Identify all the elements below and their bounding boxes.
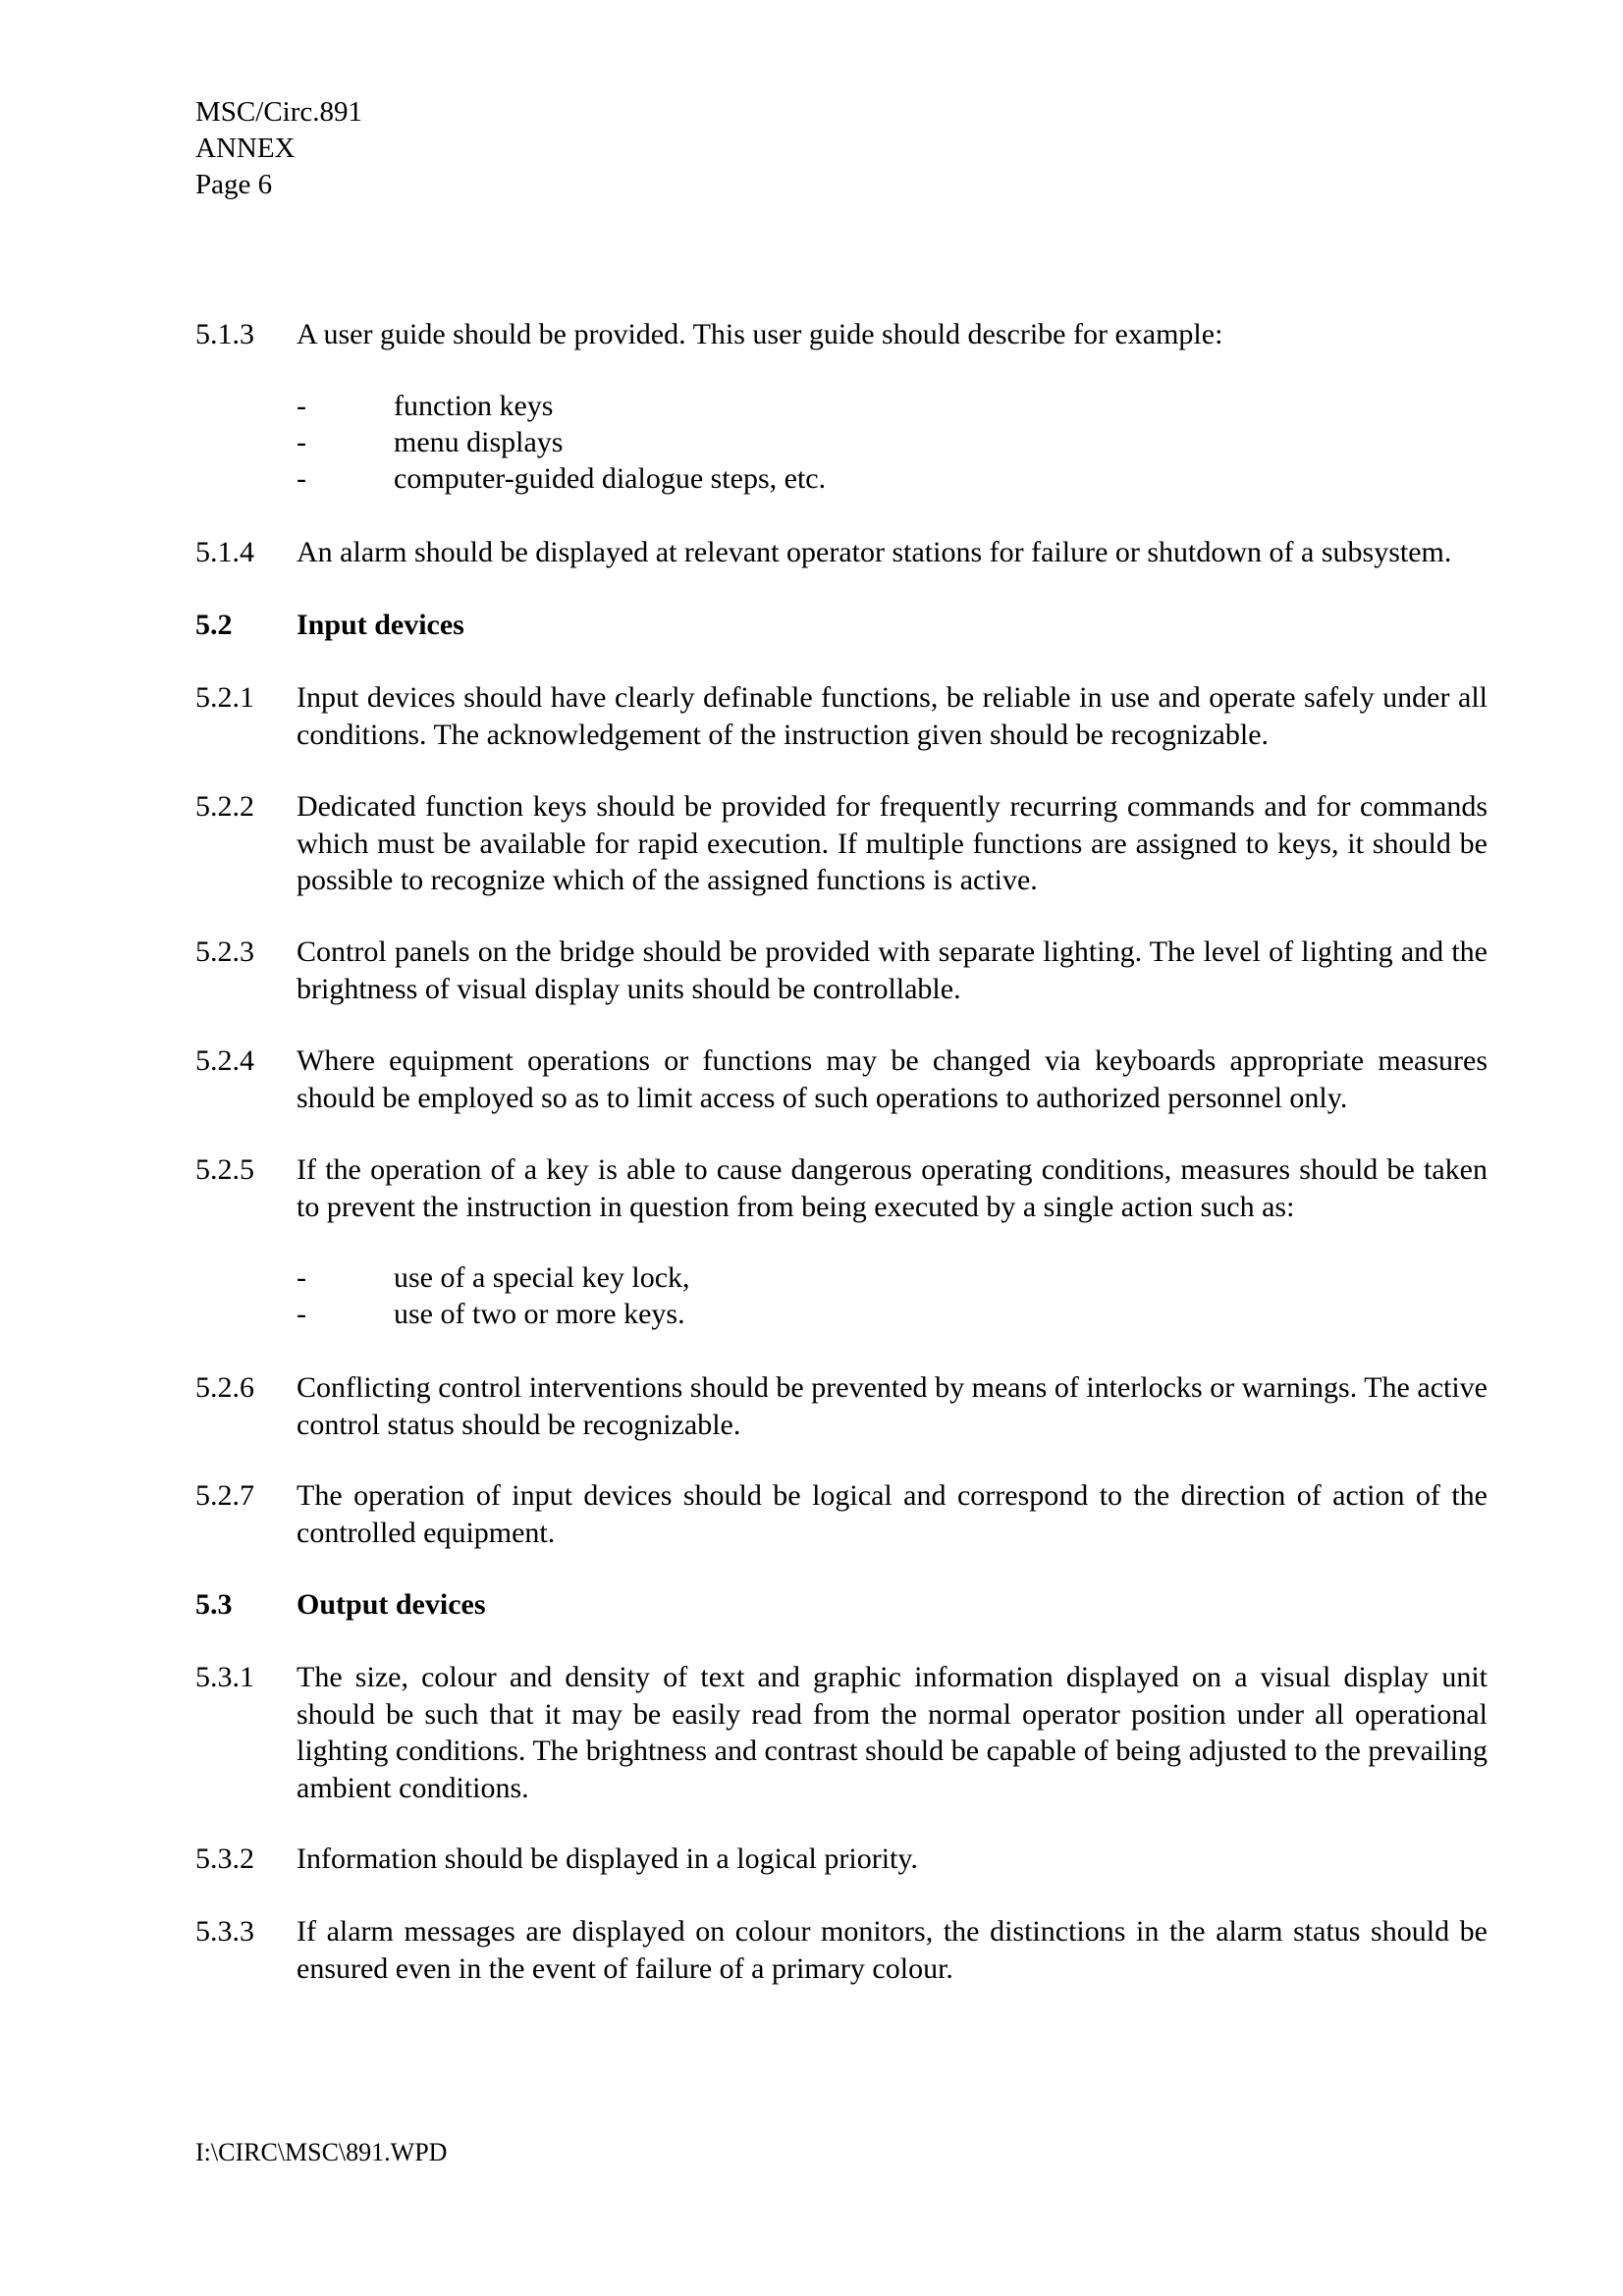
list-item-text: function keys xyxy=(394,390,554,422)
paragraph-5-2-1 xyxy=(195,679,1488,753)
list-item-text: menu displays xyxy=(394,426,564,458)
section-number: 5.3 xyxy=(195,1588,233,1621)
paragraph-text: Where equipment operations or functions may be changed via keyboards appropriate measures should be employed so as to limit access of such operations to authorized personnel only. xyxy=(297,1044,1488,1114)
section-title: Output devices xyxy=(297,1588,486,1621)
list-item-text: use of two or more keys. xyxy=(394,1298,685,1330)
section-heading-5-2 xyxy=(195,607,1488,644)
list-item-text: computer-guided dialogue steps, etc. xyxy=(394,462,827,495)
paragraph-number: 5.1.3 xyxy=(195,318,254,350)
paragraph-number: 5.2.3 xyxy=(195,935,254,968)
paragraph-number: 5.3.1 xyxy=(195,1661,254,1693)
paragraph-5-2-2 xyxy=(195,788,1488,899)
document-reference: MSC/Circ.891 xyxy=(195,96,362,128)
paragraph-text: Information should be displayed in a logical priority. xyxy=(297,1842,918,1875)
list-item-text: use of a special key lock, xyxy=(394,1261,690,1294)
section-number: 5.2 xyxy=(195,609,233,641)
bullet-dash: - xyxy=(297,390,306,422)
bullet-dash: - xyxy=(297,426,306,458)
paragraph-text: An alarm should be displayed at relevant operator stations for failure or shutdown of a subsystem. xyxy=(297,536,1452,568)
paragraph-5-3-3 xyxy=(195,1913,1488,1987)
paragraph-5-2-3 xyxy=(195,934,1488,1007)
paragraph-text: If the operation of a key is able to cause dangerous operating conditions, measures should be taken to prevent the instruction in question from being executed by a single action such as: xyxy=(297,1153,1488,1223)
document-header xyxy=(195,94,362,203)
paragraph-5-2-6 xyxy=(195,1369,1488,1443)
page-number: Page 6 xyxy=(195,169,273,200)
paragraph-number: 5.1.4 xyxy=(195,536,254,568)
paragraph-5-3-2 xyxy=(195,1841,1488,1878)
bullet-dash: - xyxy=(297,1298,306,1330)
paragraph-5-2-7 xyxy=(195,1477,1488,1551)
paragraph-5-1-4 xyxy=(195,534,1488,571)
paragraph-number: 5.3.2 xyxy=(195,1842,254,1875)
paragraph-text: Conflicting control interventions should be prevented by means of interlocks or warnings. The active control status should be recognizable. xyxy=(297,1371,1488,1441)
paragraph-number: 5.3.3 xyxy=(195,1915,254,1948)
paragraph-text: Control panels on the bridge should be provided with separate lighting. The level of lighting and the brightness of visual display units should be controllable. xyxy=(297,935,1488,1005)
paragraph-text: The operation of input devices should be logical and correspond to the direction of action of the controlled equipment. xyxy=(297,1479,1488,1549)
paragraph-number: 5.2.5 xyxy=(195,1153,254,1186)
paragraph-number: 5.2.1 xyxy=(195,681,254,714)
annex-label: ANNEX xyxy=(195,133,296,164)
paragraph-5-2-5 xyxy=(195,1151,1488,1225)
section-heading-5-3 xyxy=(195,1586,1488,1624)
paragraph-5-3-1 xyxy=(195,1659,1488,1806)
paragraph-text: If alarm messages are displayed on colour monitors, the distinctions in the alarm status should be ensured even in the event of failure of a primary colour. xyxy=(297,1915,1488,1985)
paragraph-number: 5.2.7 xyxy=(195,1479,254,1512)
paragraph-5-2-4 xyxy=(195,1042,1488,1116)
bullet-dash: - xyxy=(297,1261,306,1294)
paragraph-5-1-3 xyxy=(195,316,1488,353)
file-path-footer: I:\CIRC\MSC\891.WPD xyxy=(195,2138,448,2166)
paragraph-text: Dedicated function keys should be provided for frequently recurring commands and for commands which must be available for rapid execution. If multiple functions are assigned to keys, it should be possible to recognize which of the assigned functions is active. xyxy=(297,790,1488,896)
bullet-dash: - xyxy=(297,462,306,495)
paragraph-number: 5.2.6 xyxy=(195,1371,254,1404)
paragraph-text: The size, colour and density of text and graphic information displayed on a visual display unit should be such that it may be easily read from the normal operator position under all operational lighting conditions. The brightness and contrast should be capable of being adjusted to the prevailing ambient conditions. xyxy=(297,1661,1488,1804)
section-title: Input devices xyxy=(297,609,464,641)
paragraph-number: 5.2.2 xyxy=(195,790,254,823)
paragraph-number: 5.2.4 xyxy=(195,1044,254,1077)
paragraph-text: A user guide should be provided. This user guide should describe for example: xyxy=(297,318,1223,350)
paragraph-text: Input devices should have clearly definable functions, be reliable in use and operate safely under all conditions. The acknowledgement of the instruction given should be recognizable. xyxy=(297,681,1488,751)
